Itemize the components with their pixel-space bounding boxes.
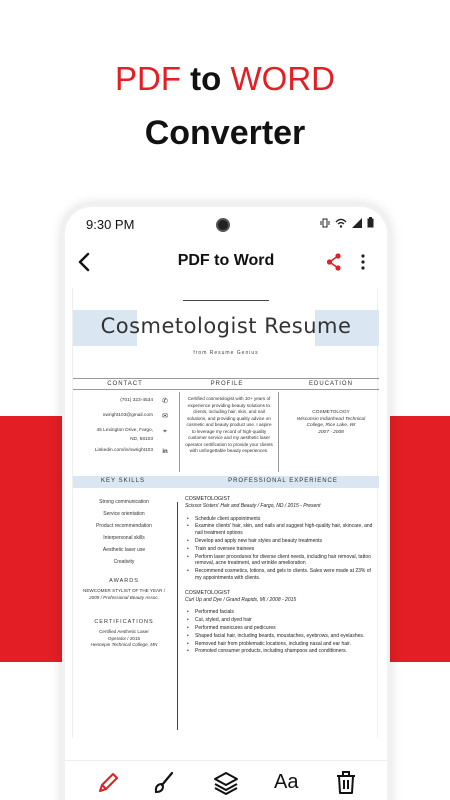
- promo-pdf: PDF: [115, 60, 181, 97]
- job-bullet: • Perform laser procedures for diverse client needs, including hair removal, tattoo removal, acne treatment, and wrinkle amelioration: [185, 554, 375, 568]
- skill-item: Interpersonal skills: [103, 535, 145, 541]
- job-bullet: • Schedule client appointments: [185, 516, 375, 523]
- contact-section: [73, 398, 175, 463]
- camera-icon: [216, 218, 230, 232]
- education-years: 2007 - 2008: [318, 429, 344, 435]
- heading-certifications: CERTIFICATIONS: [94, 619, 154, 625]
- award-line-2: 2009 / Professional Beauty Assoc.: [89, 594, 159, 600]
- more-icon[interactable]: [360, 253, 366, 271]
- status-icons: [320, 217, 374, 228]
- layers-icon[interactable]: [212, 769, 240, 797]
- job-entry: [185, 590, 375, 655]
- education-section: [283, 410, 379, 436]
- skill-item: Product recommendation: [96, 523, 152, 529]
- experience-column: [185, 496, 375, 663]
- skill-item: Service orientation: [103, 511, 145, 517]
- address-line1: 45 Lexington Drive, Fargo,: [96, 428, 153, 433]
- job-bullet: • Develop and apply new hair styles and beauty treatments: [185, 538, 375, 545]
- section-headings-2: [73, 476, 379, 488]
- signal-icon: [352, 218, 362, 228]
- heading-experience: PROFESSIONAL EXPERIENCE: [228, 478, 338, 484]
- job-bullets: [185, 609, 375, 655]
- heading-contact: CONTACT: [107, 381, 143, 387]
- contact-address-2: [73, 437, 175, 448]
- title-rule: [183, 300, 269, 301]
- heading-profile: PROFILE: [210, 381, 244, 387]
- heading-education: EDUCATION: [309, 381, 353, 387]
- status-time: 9:30 PM: [86, 217, 135, 232]
- app-bar: [62, 244, 390, 280]
- linkedin-text: Linkedin.com/in/owright103: [94, 448, 153, 453]
- education-school-2: College, Rice Lake, WI: [306, 423, 356, 428]
- cert-line-1: Certified Aesthetic Laser: [99, 629, 149, 634]
- contact-address: [73, 428, 175, 437]
- section-headings: [73, 378, 379, 390]
- pencil-icon[interactable]: [94, 769, 122, 797]
- share-icon[interactable]: [326, 253, 342, 271]
- profile-text: Certified cosmetologist with 10+ years of experience providing beauty solutions to clients, including hair, skin, and nail solutions, and providing quality advice on cosmetic and beauty product use. I aspire to leverage my record of high-quality customer service and my aesthetic laser operator certification to provide your clients with unforgettable beauty experiences.: [185, 396, 273, 453]
- promo-to: to: [190, 60, 222, 97]
- contact-phone: [73, 398, 175, 413]
- heading-awards: AWARDS: [109, 578, 139, 584]
- contact-email: [73, 413, 175, 428]
- job-bullet: • Examine clients' hair, skin, and nails and suggest high-quality hair, skincare, and nail treatment options: [185, 523, 375, 537]
- cert-line-3: Hennepin Technical College, MN: [90, 642, 158, 647]
- app-title: PDF to Word: [177, 252, 275, 269]
- battery-icon: [367, 217, 374, 228]
- job-bullet: • Train and oversee trainees: [185, 546, 375, 553]
- job-title: COSMETOLOGIST: [185, 496, 231, 502]
- document-preview[interactable]: [72, 288, 378, 738]
- email-icon: ✉: [162, 413, 168, 420]
- brush-icon[interactable]: [150, 769, 178, 797]
- job-bullet: • Performed facials: [185, 609, 375, 616]
- phone-text: (701) 323-4534: [120, 398, 153, 403]
- vibrate-icon: [320, 218, 330, 228]
- job-subtitle: Curl Up and Dye / Grand Rapids, MI / 2008 - 2015: [185, 596, 297, 603]
- promo-heading-line2: Converter: [144, 114, 306, 152]
- promo-heading-line1: [0, 60, 450, 98]
- cert-line-2: Operator / 2015: [107, 635, 141, 641]
- job-bullet: • Promoted consumer products, including shampoos and conditioners.: [185, 648, 375, 655]
- document-subtitle: from Resume Genius: [193, 350, 259, 356]
- education-field: COSMETOLOGY: [312, 410, 350, 415]
- promo-word: WORD: [230, 60, 335, 97]
- education-school-1: Wisconsin Indianhead Technical: [296, 416, 366, 422]
- status-bar: [62, 214, 390, 236]
- linkedin-icon: in: [162, 449, 168, 455]
- skill-item: Creativity: [113, 559, 135, 565]
- job-bullet: • Performed manicures and pedicures: [185, 625, 375, 632]
- address-line2: ND, 58103: [130, 437, 153, 442]
- job-bullet: • Shaped facial hair, including beards, moustaches, eyebrows, and eyelashes.: [185, 633, 375, 640]
- job-bullet: • Cut, styled, and dyed hair: [185, 617, 375, 624]
- job-bullet: • Recommend cosmetics, lotions, and gels to clients. Sales were made at 23% of my appointments with clients.: [185, 568, 375, 582]
- job-bullet: • Removed hair from problematic locations, including nasal and ear hair.: [185, 641, 375, 648]
- document-title: Cosmetologist Resume: [100, 314, 352, 338]
- skills-column: [73, 496, 175, 649]
- job-subtitle: Scissor Sisters' Hair and Beauty / Fargo, ND / 2015 - Present: [185, 502, 321, 509]
- email-text: owright103@gmail.com: [102, 413, 153, 418]
- job-bullets: [185, 516, 375, 582]
- skill-item: Aesthetic laser use: [102, 547, 146, 553]
- award-line-1: NEWCOMER STYLIST OF THE YEAR /: [83, 588, 165, 593]
- bottom-toolbar: [62, 760, 390, 800]
- column-divider: [177, 502, 178, 730]
- contact-linkedin: [73, 448, 175, 463]
- job-title: COSMETOLOGIST: [185, 589, 231, 596]
- wifi-icon: [335, 218, 347, 228]
- text-format-icon[interactable]: Aa: [274, 771, 299, 793]
- trash-icon[interactable]: [332, 769, 360, 797]
- skill-item: Strong communication: [99, 499, 149, 505]
- location-icon: ⌖: [163, 428, 167, 435]
- phone-mockup: [62, 204, 390, 800]
- profile-section: [179, 392, 279, 472]
- phone-icon: ✆: [162, 398, 168, 405]
- job-entry: [185, 496, 375, 582]
- heading-key-skills: KEY SKILLS: [101, 478, 145, 484]
